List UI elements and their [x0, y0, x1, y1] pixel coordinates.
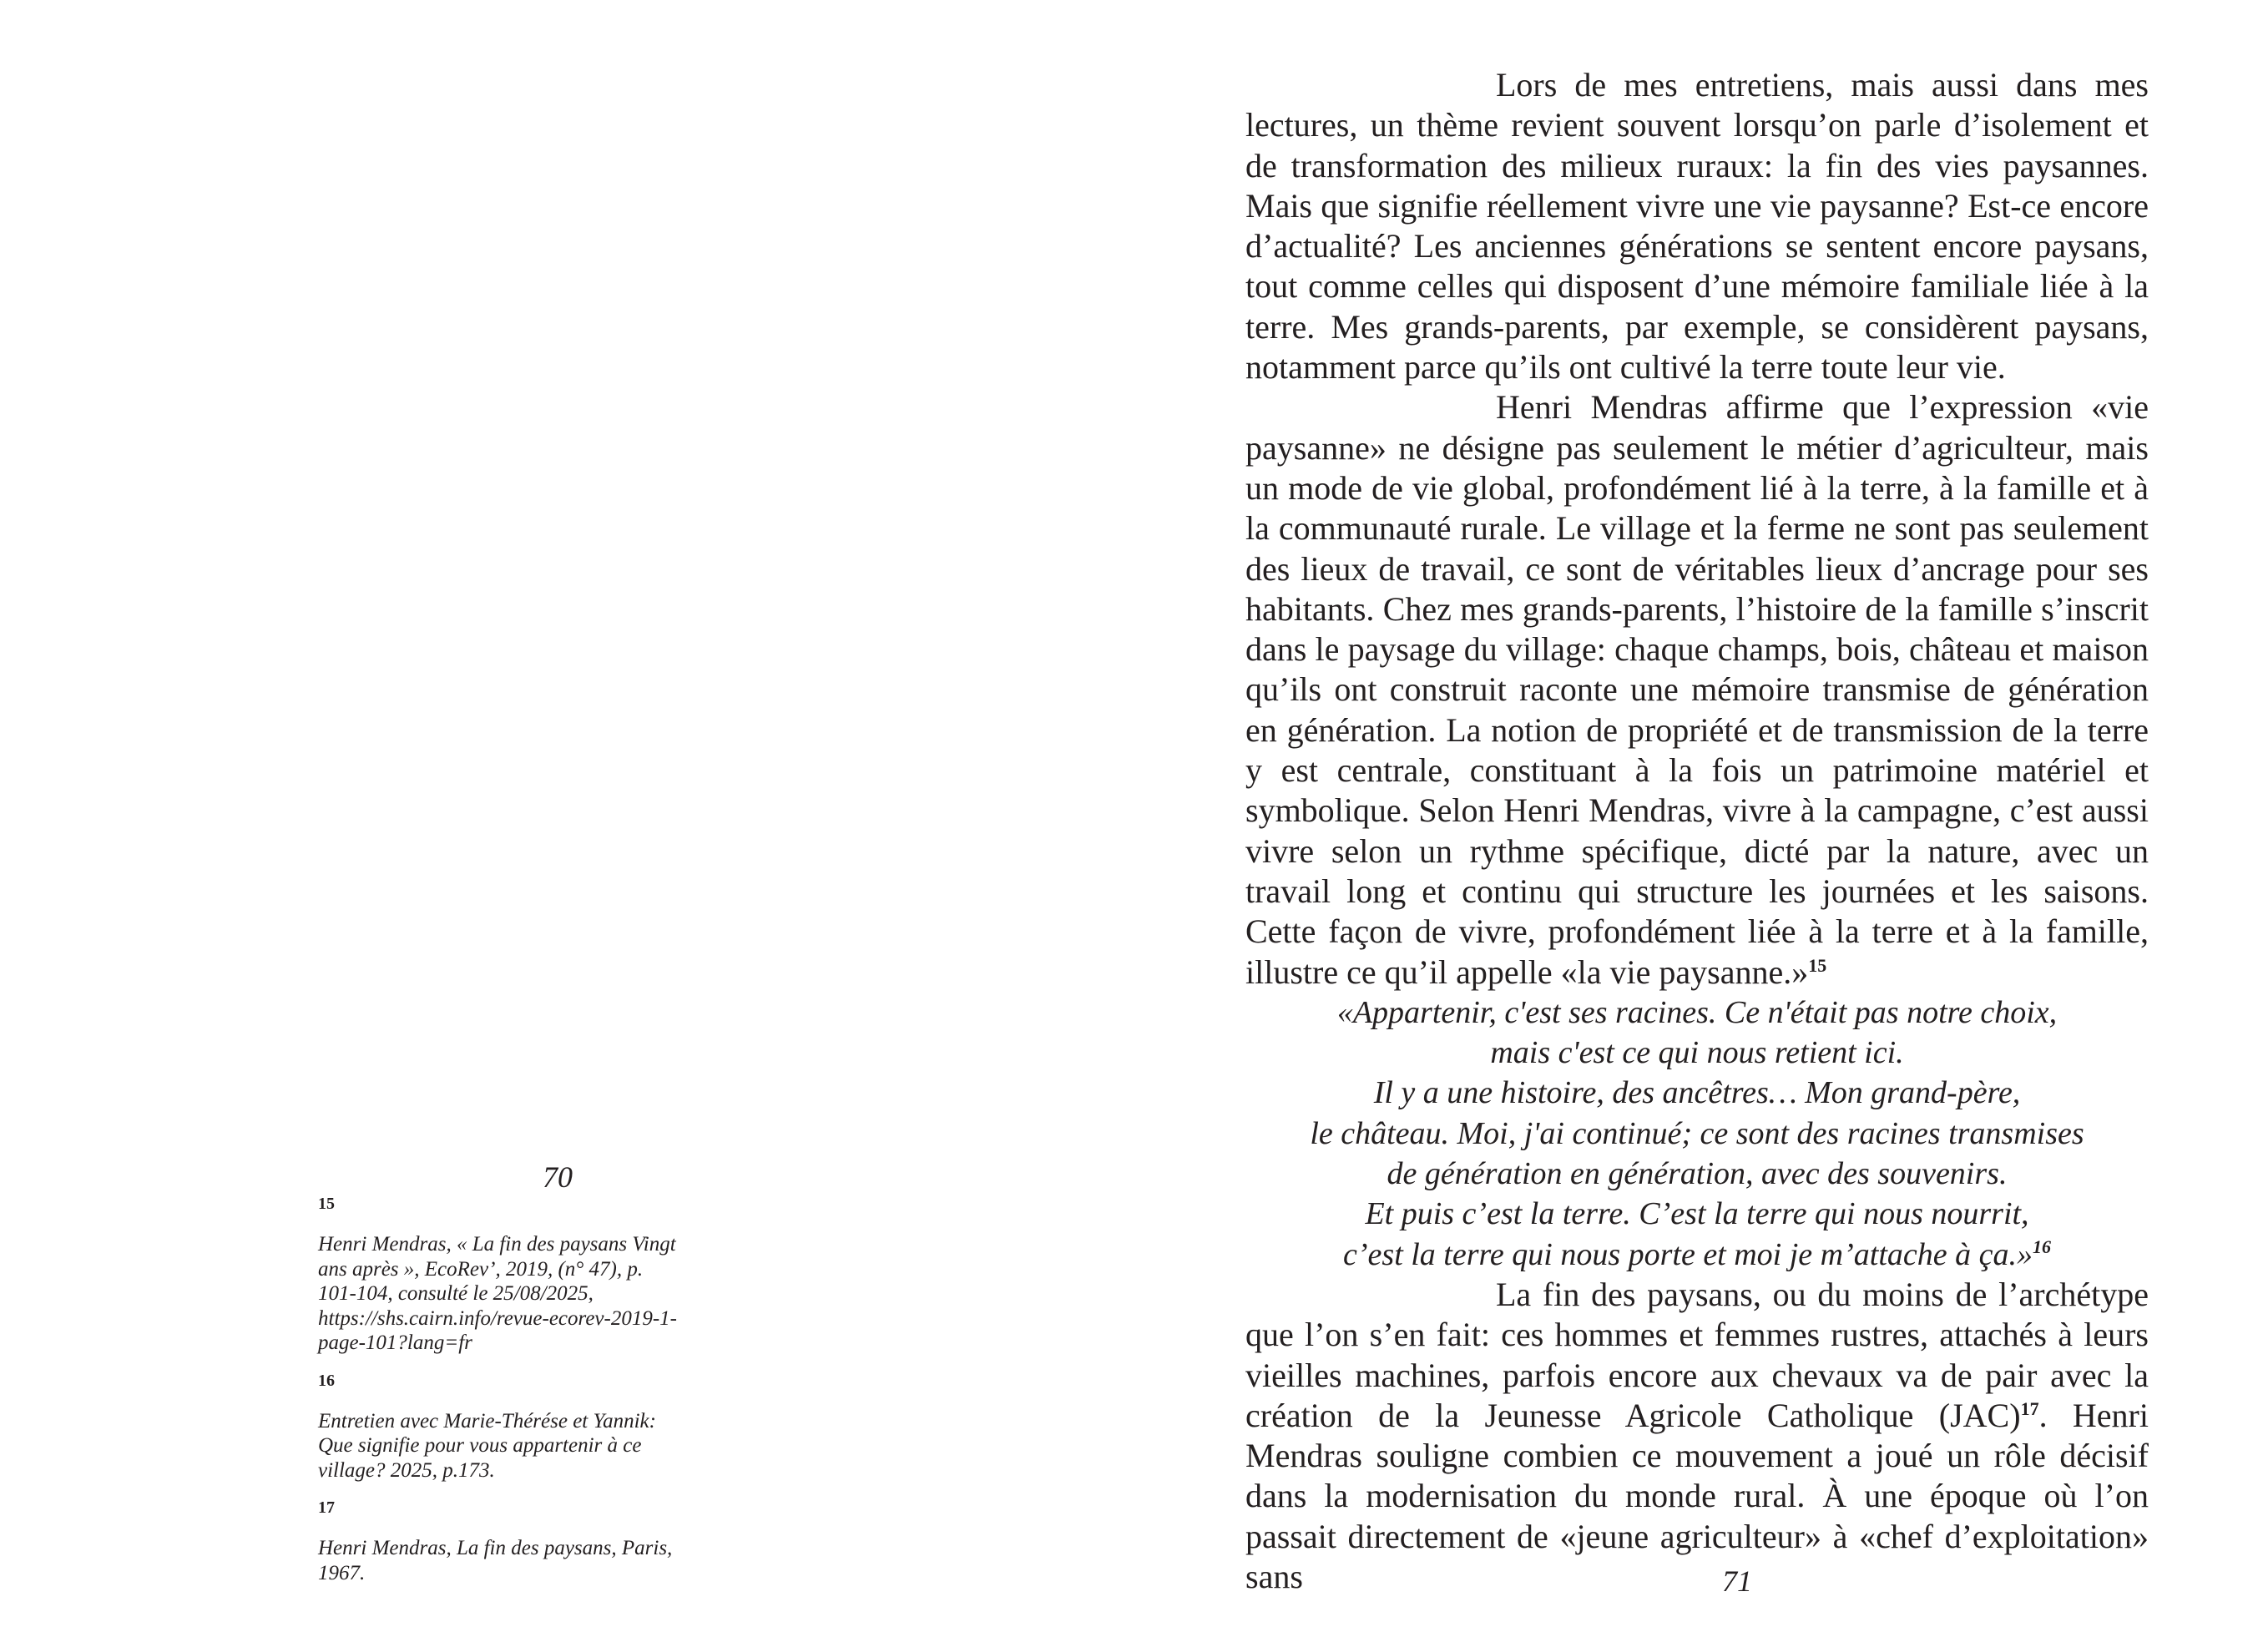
- right-page: [1134, 0, 2268, 1627]
- footnote-text: Henri Mendras, « La fin des paysans Vingt ans après », EcoRev’, 2019, (n° 47), p. 101-104, consulté le 25/08/2025, https://shs.cairn.info/revue-ecorev-2019-1-page-101?lang=fr: [318, 1233, 677, 1354]
- paragraph-3: [1245, 1275, 2149, 1597]
- footnote-ref-17: 17: [2020, 1397, 2039, 1419]
- paragraph-3-text-b: . Henri Mendras souligne combien ce mouvement a joué un rôle décisif dans la modernisation du monde rural. À une époque où l’on passait directement de «jeune agriculteur» à «chef d’exploitation» sans: [1245, 1396, 2149, 1595]
- paragraph-2-text: Henri Mendras affirme que l’expression «vie paysanne» ne désigne pas seulement le métier d’agriculteur, mais un mode de vie global, profondément lié à la terre, à la famille et à la communauté rurale. Le village et la ferme ne sont pas seulement des lieux de travail, ce sont de véritables lieux d’ancrage pour ses habitants. Chez mes grands-parents, l’histoire de la famille s’inscrit dans le paysage du village: chaque champs, bois, château et maison qu’ils ont construit raconte une mémoire transmise de génération en génération. La notion de propriété et de transmission de la terre y est centrale, constituant à la fois un patrimoine matériel et symbolique. Selon Henri Mendras, vivre à la campagne, c’est aussi vivre selon un rythme spécifique, dicté par la nature, avec un travail long et continu qui structure les journées et les saisons. Cette façon de vivre, profondément liée à la terre et à la famille, illustre ce qu’il appelle «la vie paysanne.»: [1245, 388, 2149, 991]
- footnote-number: 15: [318, 1195, 335, 1213]
- quote-line: «Appartenir, c'est ses racines. Ce n'était pas notre choix,: [1336, 994, 2058, 1030]
- page-number-right: 71: [1722, 1564, 1752, 1598]
- footnote-ref-16: 16: [2032, 1235, 2051, 1257]
- footnote-17: [318, 1499, 702, 1585]
- paragraph-1: Lors de mes entretiens, mais aussi dans mes lectures, un thème revient souvent lorsqu’on parle d’isolement et de transformation des milieux ruraux: la fin des vies paysannes. Mais que signifie réellement vivre une vie paysanne? Est-ce encore d’actualité? Les anciennes générations se sentent encore paysans, tout comme celles qui disposent d’une mémoire familiale liée à la terre. Mes grands-parents, par exemple, se considèrent paysans, notamment parce qu’ils ont cultivé la terre toute leur vie.: [1245, 66, 2149, 387]
- quote-line: mais c'est ce qui nous retient ici.: [1490, 1035, 1904, 1071]
- interview-quote: [1245, 993, 2149, 1275]
- footnote-number: 16: [318, 1371, 335, 1390]
- footnote-15: [318, 1195, 702, 1356]
- page-number-left: 70: [543, 1160, 573, 1194]
- footnote-number: 17: [318, 1498, 335, 1517]
- quote-line: Il y a une histoire, des ancêtres… Mon grand-père,: [1373, 1075, 2021, 1111]
- footnote-text: Henri Mendras, La fin des paysans, Paris, 1967.: [318, 1537, 673, 1584]
- footnote-ref-15: 15: [1808, 954, 1827, 976]
- quote-line: [1245, 1235, 2149, 1275]
- quote-line: le château. Moi, j'ai continué; ce sont des racines transmises: [1310, 1115, 2084, 1151]
- body-text: [1245, 65, 2149, 1597]
- footnote-text: Entretien avec Marie-Thérése et Yannik: Que signifie pour vous appartenir à ce village? 2025, p.173.: [318, 1409, 656, 1482]
- quote-line-text: c’est la terre qui nous porte et moi je m’attache à ça.»: [1343, 1236, 2033, 1272]
- footnotes: [318, 1195, 702, 1602]
- footnote-16: [318, 1372, 702, 1483]
- quote-line: de génération en génération, avec des souvenirs.: [1387, 1156, 2008, 1192]
- paragraph-3-text-a: La fin des paysans, ou du moins de l’archétype que l’on s’en fait: ces hommes et femmes rustres, attachés à leurs vieilles machines, parfois encore aux chevaux va de pair avec la création de la Jeunesse Agricole Catholique (JAC): [1245, 1275, 2149, 1434]
- paragraph-2: [1245, 387, 2149, 992]
- quote-line: Et puis c’est la terre. C’est la terre qui nous nourrit,: [1365, 1196, 2029, 1232]
